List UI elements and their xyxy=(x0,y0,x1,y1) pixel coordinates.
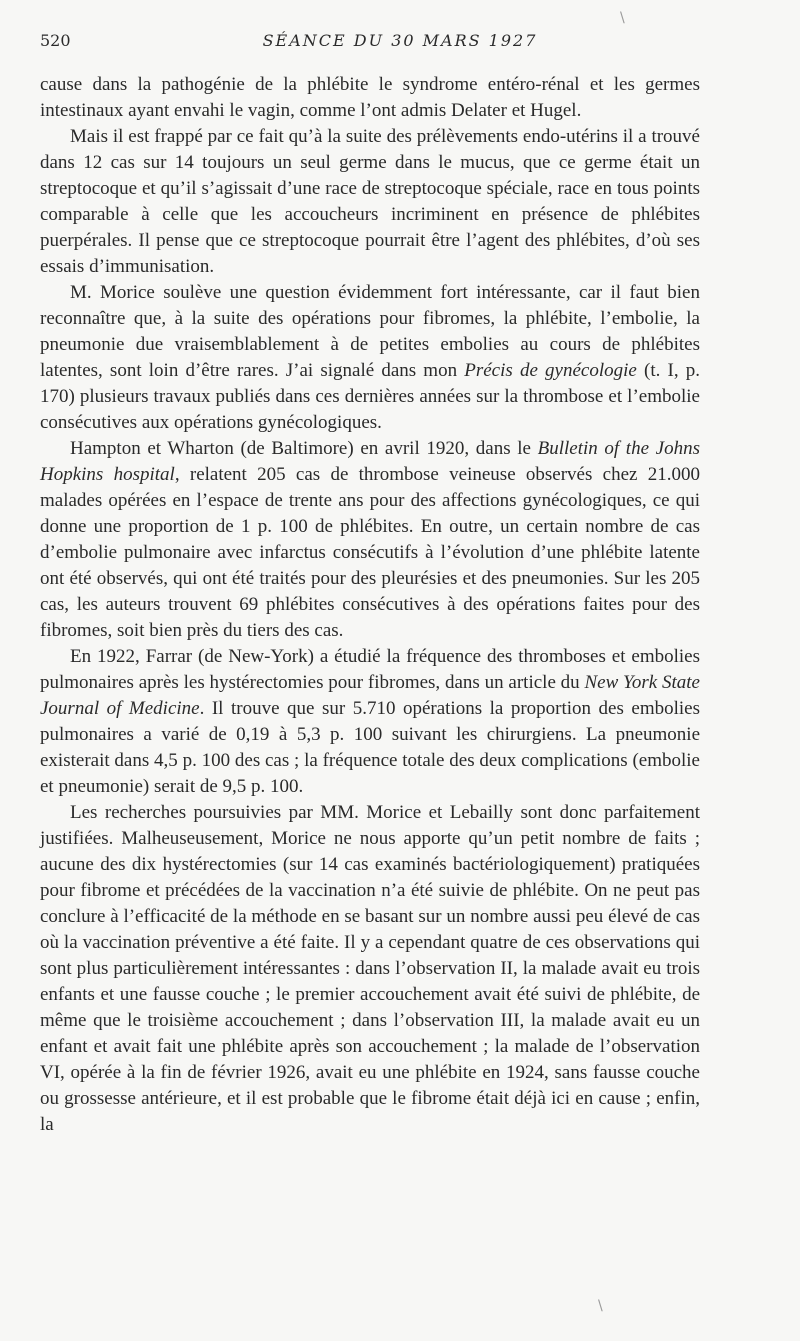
text-run: . Il trouve que sur 5.710 opérations la proportion des embolies pulmonaires a varié de 0,19 à 5,3 p. 100 suivant les chirurgiens. La pneumonie existerait dans 4,5 p. 100 des cas ; la fréquence totale des deux complications (embolie et pneumonie) serait de 9,5 p. 100. xyxy=(40,698,700,797)
italic-title: Bulletin of the Johns Hopkins hospital xyxy=(40,438,700,485)
text-run: En 1922, Farrar (de New-York) a étudié la fréquence des thromboses et embolies pulmonaires après les hystérectomies pour fibromes, dans un article du xyxy=(40,646,700,693)
text-run: cause dans la pathogénie de la phlébite le syndrome entéro-rénal et les germes intestinaux ayant envahi le vagin, comme l’ont admis Delater et Hugel. xyxy=(40,74,700,121)
paragraph xyxy=(40,800,700,1138)
paragraph xyxy=(40,644,700,800)
text-run: , relatent 205 cas de thrombose veineuse observés chez 21.000 malades opérées en l’espace de trente ans pour des affections gynécologiques, ce qui donne une proportion de 1 p. 100 de phlébites. En outre, un certain nombre de cas d’embolie pulmonaire avec infarctus consécutifs à l’évolution d’une phlébite latente ont été observés, qui ont été traités pour des pleurésies et des pneumonies. Sur les 205 cas, les auteurs trouvent 69 phlébites consécutives à des opérations faites pour des fibromes, soit bien près du tiers des cas. xyxy=(40,464,700,641)
text-run: (t. I, p. 170) plusieurs travaux publiés dans ces dernières années sur la thrombose et l’embolie consécutives aux opérations gynécologiques. xyxy=(40,360,700,433)
paragraph xyxy=(40,280,700,436)
paragraph xyxy=(40,436,700,644)
italic-title: Précis de gynécologie xyxy=(464,360,637,381)
paragraph xyxy=(40,124,700,280)
body-text xyxy=(40,72,700,1138)
scan-mark: \ xyxy=(598,1298,603,1314)
italic-title: New York State Journal of Medicine xyxy=(40,672,700,719)
text-run: Mais il est frappé par ce fait qu’à la suite des prélèvements endo-utérins il a trouvé dans 12 cas sur 14 toujours un seul germe dans le mucus, que ce germe était un streptocoque et qu’il s’agissait d’une race de streptocoque spéciale, race en tous points comparable à celle que les accoucheurs incriminent en présence de phlébites puerpérales. Il pense que ce streptocoque pourrait être l’agent des phlébites, d’où ses essais d’immunisation. xyxy=(40,126,700,277)
page-number: 520 xyxy=(40,31,71,50)
scan-mark: \ xyxy=(620,10,625,26)
page-header xyxy=(40,30,760,52)
text-run: M. Morice soulève une question évidemment fort intéressante, car il faut bien reconnaître que, à la suite des opérations pour fibromes, la phlébite, l’embolie, la pneumonie due vraisemblablement à de petites embolies au cours de phlébites latentes, sont loin d’être rares. J’ai signalé dans mon xyxy=(40,282,700,381)
text-run: Les recherches poursuivies par MM. Morice et Lebailly sont donc parfaitement justifiées. Malheuseusement, Morice ne nous apporte qu’un petit nombre de faits ; aucune des dix hystérectomies (sur 14 cas examinés bactériologiquement) pratiquées pour fibrome et précédées de la vaccination n’a été suivie de phlébite. On ne peut pas conclure à l’efficacité de la méthode en se basant sur un nombre aussi peu élevé de cas où la vaccination préventive a été faite. Il y a cependant quatre de ces observations qui sont plus particulièrement intéressantes : dans l’observation II, la malade avait eu trois enfants et une fausse couche ; le premier accouchement avait été suivi de phlébite, de même que le troisième accouchement ; dans l’observation III, la malade avait eu un enfant et avait fait une phlébite après son accouchement ; la malade de l’observation VI, opérée à la fin de février 1926, avait eu une phlébite en 1924, sans fausse couche ou grossesse antérieure, et il est probable que le fibrome était déjà ici en cause ; enfin, la xyxy=(40,802,700,1135)
running-title: SÉANCE DU 30 MARS 1927 xyxy=(262,31,538,50)
text-run: Hampton et Wharton (de Baltimore) en avril 1920, dans le xyxy=(70,438,538,459)
paragraph xyxy=(40,72,700,124)
